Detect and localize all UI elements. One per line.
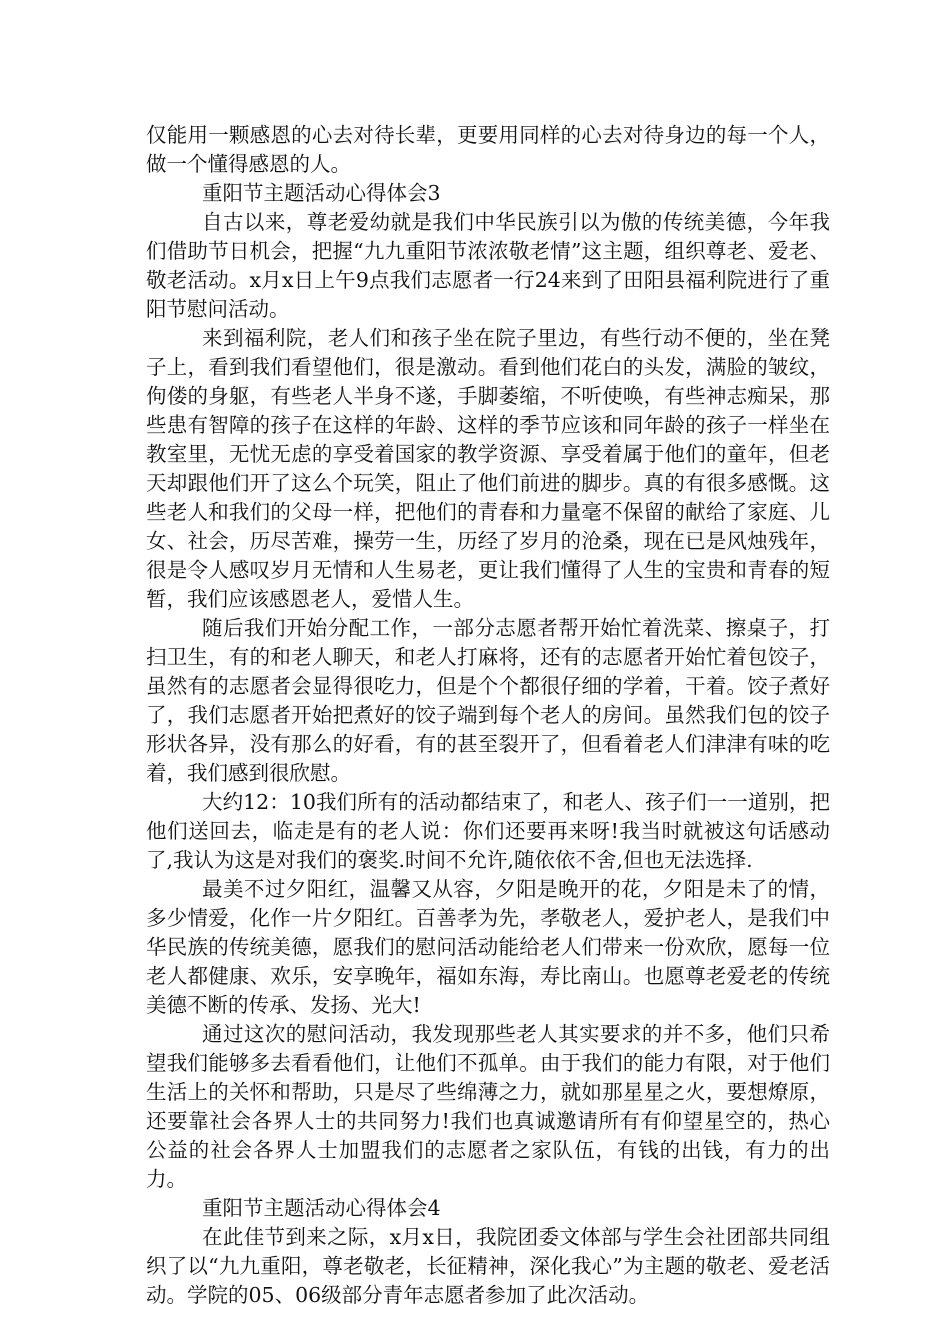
paragraph: 最美不过夕阳红，温馨又从容，夕阳是晚开的花，夕阳是未了的情，多少情爱，化作一片夕阳红。百善孝为先，孝敬老人，爱护老人，是我们中华民族的传统美德，愿我们的慰问活动能给老人们带来一份欢欣，愿每一位老人都健康、欢乐，安享晚年，福如东海，寿比南山。也愿尊老爱老的传统美德不断的传承、发扬、光大! — [146, 877, 830, 1017]
section-heading: 重阳节主题活动心得体会4 — [202, 1196, 441, 1220]
document-body — [146, 121, 830, 1310]
paragraph: 大约12：10我们所有的活动都结束了，和老人、孩子们一一道别，把他们送回去，临走是有的老人说：你们还要再来呀!我当时就被这句话感动了,我认为这是对我们的褒奖.时间不允许,随依依不舍,但也无法选择. — [146, 790, 830, 872]
section-heading: 重阳节主题活动心得体会3 — [202, 181, 441, 205]
paragraph: 在此佳节到来之际，x月x日，我院团委文体部与学生会社团部共同组织了以“九九重阳，尊老敬老，长征精神，深化我心”为主题的敬老、爱老活动。学院的05、06级部分青年志愿者参加了此次活动。 — [146, 1225, 830, 1307]
paragraph: 通过这次的慰问活动，我发现那些老人其实要求的并不多，他们只希望我们能够多去看看他们，让他们不孤单。由于我们的能力有限，对于他们生活上的关怀和帮助，只是尽了些绵薄之力，就如那星星之火，要想燎原，还要靠社会各界人士的共同努力!我们也真诚邀请所有有仰望星空的，热心公益的社会各界人士加盟我们的志愿者之家队伍，有钱的出钱，有力的出力。 — [146, 1022, 830, 1191]
paragraph: 仅能用一颗感恩的心去对待长辈，更要用同样的心去对待身边的每一个人，做一个懂得感恩的人。 — [146, 123, 830, 176]
paragraph: 随后我们开始分配工作，一部分志愿者帮开始忙着洗菜、擦桌子，打扫卫生，有的和老人聊天，和老人打麻将，还有的志愿者开始忙着包饺子，虽然有的志愿者会显得很吃力，但是个个都很仔细的学着，干着。饺子煮好了，我们志愿者开始把煮好的饺子端到每个老人的房间。虽然我们包的饺子形状各异，没有那么的好看，有的甚至裂开了，但看着老人们津津有味的吃着，我们感到很欣慰。 — [146, 616, 830, 785]
paragraph: 来到福利院，老人们和孩子坐在院子里边，有些行动不便的，坐在凳子上，看到我们看望他们，很是激动。看到他们花白的头发，满脸的皱纹，佝偻的身躯，有些老人半身不遂，手脚萎缩，不听使唤，有些神志痴呆，那些患有智障的孩子在这样的年龄、这样的季节应该和同年龄的孩子一样坐在教室里，无忧无虑的享受着国家的教学资源、享受着属于他们的童年，但老天却跟他们开了这么个玩笑，阻止了他们前进的脚步。真的有很多感慨。这些老人和我们的父母一样，把他们的青春和力量毫不保留的献给了家庭、儿女、社会，历尽苦难，操劳一生，历经了岁月的沧桑，现在已是风烛残年，很是令人感叹岁月无情和人生易老，更让我们懂得了人生的宝贵和青春的短暂，我们应该感恩老人，爱惜人生。 — [146, 326, 830, 611]
paragraph: 自古以来，尊老爱幼就是我们中华民族引以为傲的传统美德，今年我们借助节日机会，把握“九九重阳节浓浓敬老情”这主题，组织尊老、爱老、敬老活动。x月x日上午9点我们志愿者一行24来到了田阳县福利院进行了重阳节慰问活动。 — [146, 210, 830, 321]
